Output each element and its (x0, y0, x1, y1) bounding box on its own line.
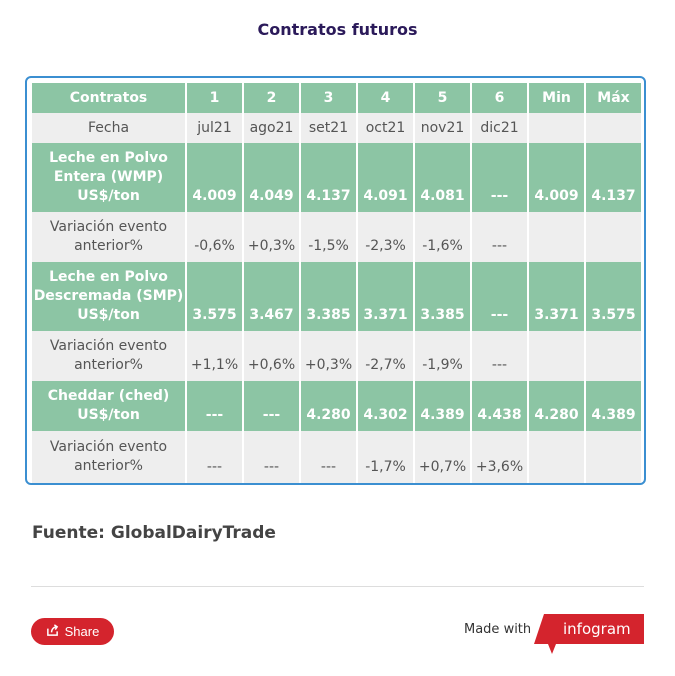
ched-value: 4.438 (472, 381, 527, 431)
wmp-var-value: -1,5% (301, 212, 356, 262)
smp-var-label-line: anterior% (74, 357, 143, 373)
smp-max: 3.575 (586, 262, 641, 331)
ched-var-label-line: Variación evento (49, 439, 168, 455)
fecha-cell: ago21 (244, 113, 299, 143)
smp-var-value: --- (472, 331, 527, 381)
header-cell: Contratos (32, 83, 185, 113)
smp-min: 3.371 (529, 262, 584, 331)
smp-var-value: -1,9% (415, 331, 470, 381)
wmp-var-value: -2,3% (358, 212, 413, 262)
wmp-label-line: Leche en Polvo (49, 150, 168, 166)
wmp-value: 4.081 (415, 143, 470, 212)
wmp-value: 4.009 (187, 143, 242, 212)
smp-label-line: Descremada (SMP) (33, 288, 184, 304)
wmp-var-value (529, 212, 584, 262)
smp-var-value (586, 331, 641, 381)
ched-var-value: -1,7% (358, 431, 413, 483)
fecha-cell: oct21 (358, 113, 413, 143)
wmp-value: 4.091 (358, 143, 413, 212)
fecha-cell: dic21 (472, 113, 527, 143)
smp-label-line: US$/ton (77, 307, 140, 323)
ched-min: 4.280 (529, 381, 584, 431)
infogram-logo-text: infogram (563, 620, 631, 638)
page-title: Contratos futuros (257, 20, 418, 39)
wmp-label (32, 143, 185, 212)
ched-var-row (32, 431, 641, 483)
wmp-value: 4.049 (244, 143, 299, 212)
wmp-min: 4.009 (529, 143, 584, 212)
ched-label-line: Cheddar (ched) (47, 388, 170, 404)
smp-var-value: +1,1% (187, 331, 242, 381)
smp-var-label-line: Variación evento (49, 338, 168, 354)
wmp-label-line: US$/ton (77, 188, 140, 204)
smp-value: --- (472, 262, 527, 331)
wmp-var-value: +0,3% (244, 212, 299, 262)
fecha-cell (586, 113, 641, 143)
fecha-cell (529, 113, 584, 143)
fecha-row (32, 113, 641, 143)
wmp-value: 4.137 (301, 143, 356, 212)
ched-row (32, 381, 641, 431)
ched-value: --- (244, 381, 299, 431)
ched-max: 4.389 (586, 381, 641, 431)
fecha-label: Fecha (32, 113, 185, 143)
wmp-var-value: -1,6% (415, 212, 470, 262)
wmp-var-label-line: anterior% (74, 238, 143, 254)
header-cell: 6 (472, 83, 527, 113)
futures-table-frame (25, 76, 646, 485)
smp-var-value: +0,3% (301, 331, 356, 381)
fecha-cell: nov21 (415, 113, 470, 143)
fecha-cell: jul21 (187, 113, 242, 143)
share-icon (46, 624, 59, 640)
smp-label (32, 262, 185, 331)
smp-row (32, 262, 641, 331)
smp-value: 3.467 (244, 262, 299, 331)
ched-var-value: +3,6% (472, 431, 527, 483)
ched-var-label (32, 431, 185, 483)
smp-var-value (529, 331, 584, 381)
ched-var-value (529, 431, 584, 483)
smp-value: 3.371 (358, 262, 413, 331)
smp-var-label (32, 331, 185, 381)
header-cell: Min (529, 83, 584, 113)
ched-var-label-line: anterior% (74, 458, 143, 474)
header-cell: 5 (415, 83, 470, 113)
wmp-var-value: --- (472, 212, 527, 262)
ched-var-value: --- (244, 431, 299, 483)
smp-value: 3.385 (301, 262, 356, 331)
smp-value: 3.385 (415, 262, 470, 331)
ched-var-value: --- (301, 431, 356, 483)
wmp-var-label (32, 212, 185, 262)
header-cell: Máx (586, 83, 641, 113)
made-with-label: Made with (464, 622, 532, 637)
smp-value: 3.575 (187, 262, 242, 331)
header-cell: 3 (301, 83, 356, 113)
header-cell: 2 (244, 83, 299, 113)
ched-var-value: +0,7% (415, 431, 470, 483)
ched-value: 4.302 (358, 381, 413, 431)
share-button[interactable] (31, 618, 114, 645)
ched-var-value: --- (187, 431, 242, 483)
footer-divider (31, 586, 644, 587)
header-cell: 1 (187, 83, 242, 113)
ched-value: 4.389 (415, 381, 470, 431)
ched-value: 4.280 (301, 381, 356, 431)
smp-var-row (32, 331, 641, 381)
source-note: Fuente: GlobalDairyTrade (32, 523, 276, 543)
wmp-var-value (586, 212, 641, 262)
ched-value: --- (187, 381, 242, 431)
smp-var-value: +0,6% (244, 331, 299, 381)
share-label: Share (64, 624, 100, 639)
futures-table (30, 83, 643, 483)
wmp-max: 4.137 (586, 143, 641, 212)
ched-var-value (586, 431, 641, 483)
wmp-value: --- (472, 143, 527, 212)
smp-var-value: -2,7% (358, 331, 413, 381)
header-cell: 4 (358, 83, 413, 113)
fecha-cell: set21 (301, 113, 356, 143)
header-row (32, 83, 641, 113)
smp-label-line: Leche en Polvo (49, 269, 168, 285)
wmp-var-label-line: Variación evento (49, 219, 168, 235)
wmp-label-line: Entera (WMP) (53, 169, 164, 185)
wmp-var-row (32, 212, 641, 262)
ched-label-line: US$/ton (77, 407, 140, 423)
wmp-var-value: -0,6% (187, 212, 242, 262)
ched-label (32, 381, 185, 431)
wmp-row (32, 143, 641, 212)
